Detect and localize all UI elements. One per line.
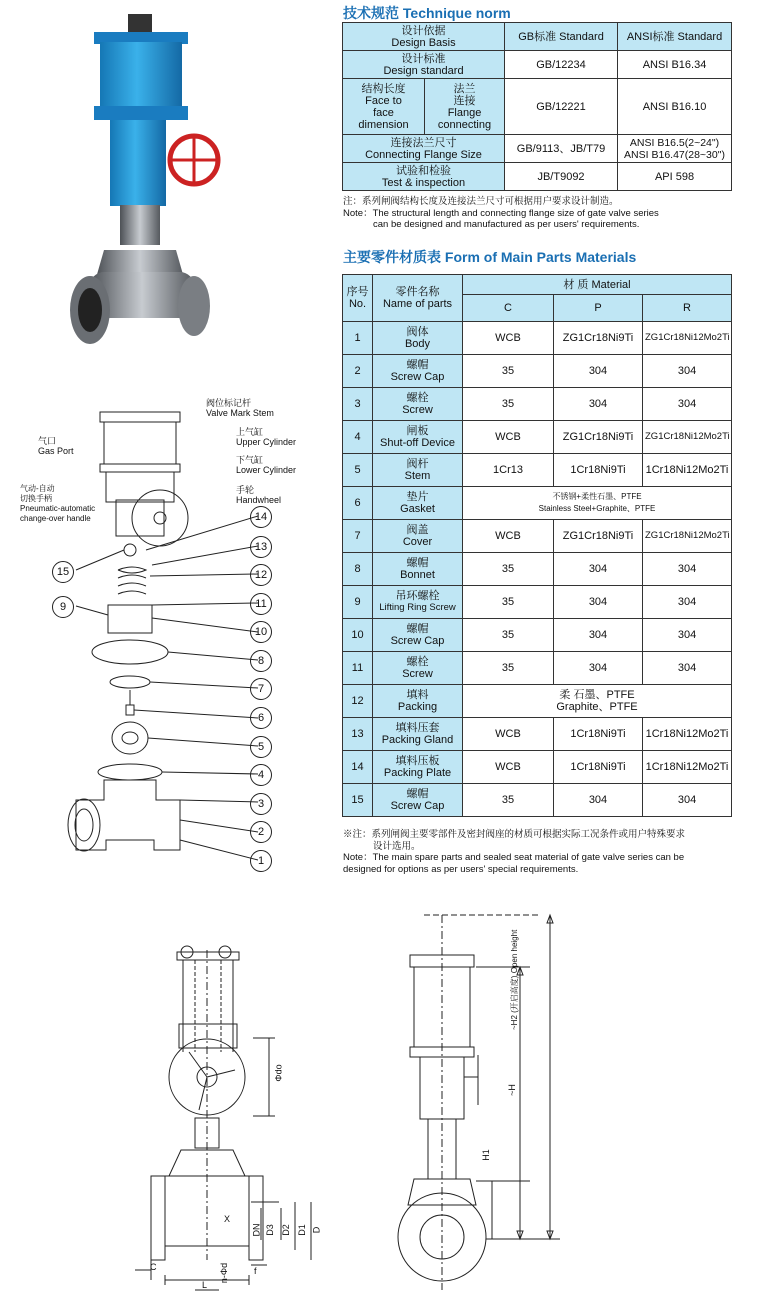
callout-9: 9: [52, 596, 74, 618]
dim-h1: H1: [480, 1149, 491, 1161]
tech-row-face-to-face: 结构长度 Face to face dimension 法兰 连接 Flange connecting GB/12221 ANSI B16.10: [343, 79, 732, 135]
parts-row: 14 填料压板 Packing Plate WCB 1Cr18Ni9Ti 1Cr18Ni12Mo2Ti: [343, 751, 732, 784]
dim-phido: Φdo: [273, 1064, 284, 1082]
dim-d3: D3: [264, 1224, 275, 1236]
parts-row: 15 螺帽 Screw Cap 35 304 304: [343, 784, 732, 817]
label-lower-cylinder: 下气缸 Lower Cylinder: [236, 455, 297, 475]
tech-row-test: 试验和检验 Test & inspection JB/T9092 API 598: [343, 163, 732, 191]
label-upper-cylinder: 上气缸 Upper Cylinder: [236, 427, 297, 447]
parts-row: 8 螺帽 Bonnet 35 304 304: [343, 553, 732, 586]
dim-h2: ~H2 (开启高度) Open height: [510, 929, 519, 1030]
label-valve-mark-stem: 阀位标记杆 Valve Mark Stem: [206, 398, 274, 418]
parts-row: 5 阀杆 Stem 1Cr13 1Cr18Ni9Ti 1Cr18Ni12Mo2Ti: [343, 454, 732, 487]
parts-row: 13 填料压套 Packing Gland WCB 1Cr18Ni9Ti 1Cr18Ni12Mo2Ti: [343, 718, 732, 751]
parts-row: 2 螺帽 Screw Cap 35 304 304: [343, 355, 732, 388]
callout-14: 14: [250, 506, 272, 528]
dim-h: ~H: [506, 1084, 517, 1096]
callout-6: 6: [250, 707, 272, 729]
parts-row: 4 闸板 Shut-off Device WCB ZG1Cr18Ni9Ti ZG1Cr18Ni12Mo2Ti: [343, 421, 732, 454]
callout-7: 7: [250, 678, 272, 700]
parts-row: 9 吊环螺栓 Lifting Ring Screw 35 304 304: [343, 586, 732, 619]
dim-dn: DN: [251, 1223, 262, 1237]
callout-12: 12: [250, 564, 272, 586]
callout-11: 11: [250, 593, 272, 615]
label-gas-port: 气口 Gas Port: [38, 436, 74, 456]
valve-product-photo: [60, 10, 260, 355]
dim-d1: D1: [296, 1224, 307, 1236]
tech-norm-title: 技术规范 Technique norm: [343, 5, 511, 21]
dim-d: D: [311, 1226, 322, 1234]
callout-15: 15: [52, 561, 74, 583]
dim-n-phid: n-Φd: [219, 1262, 230, 1284]
tech-row-basis: 设计依据 Design Basis GB标准 Standard ANSI标准 Standard: [343, 23, 732, 51]
dim-l: L: [202, 1280, 208, 1290]
callout-10: 10: [250, 621, 272, 643]
dimension-drawing-front: [135, 940, 345, 1295]
label-pneumatic-handle: 气动-自动 切换手柄 Pneumatic-automatic change-over handle: [20, 484, 96, 523]
callout-13: 13: [250, 536, 272, 558]
dim-d2: D2: [280, 1224, 291, 1236]
parts-row: 12 填料 Packing 柔 石墨、PTFE Graphite、PTFE: [343, 685, 732, 718]
tech-norm-table: [342, 22, 732, 191]
dim-c: C: [150, 1262, 157, 1272]
tech-row-design-standard: 设计标准 Design standard GB/12234 ANSI B16.34: [343, 51, 732, 79]
parts-header-row: 序号 No. 零件名称 Name of parts 材 质 Material: [343, 275, 732, 295]
callout-5: 5: [250, 736, 272, 758]
dim-f: f: [254, 1266, 257, 1276]
callout-4: 4: [250, 764, 272, 786]
parts-note: ※注：系列闸阀主要零部件及密封阀座的材质可根据实际工况条件或用户特殊要求 设计选用。 Note：The main spare parts and sealed seat material of gate valve series can be designed for options as per users' special requirements.: [343, 829, 686, 875]
dim-x: X: [224, 1214, 231, 1224]
parts-row: 6 垫片 Gasket 不锈钢+柔性石墨、PTFE Stainless Steel+Graphite、PTFE: [343, 487, 732, 520]
parts-row: 3 螺栓 Screw 35 304 304: [343, 388, 732, 421]
callout-2: 2: [250, 821, 272, 843]
dimension-drawing-side: [380, 905, 580, 1295]
parts-title: 主要零件材质表 Form of Main Parts Materials: [343, 249, 637, 265]
parts-header-sub: C P R: [343, 295, 732, 322]
label-handwheel: 手轮 Handwheel: [236, 485, 282, 505]
parts-table: [342, 274, 732, 817]
tech-row-flange-size: 连接法兰尺寸 Connecting Flange Size GB/9113、JB/T79 ANSI B16.5(2~24") ANSI B16.47(28~30"): [343, 135, 732, 163]
parts-row: 7 阀盖 Cover WCB ZG1Cr18Ni9Ti ZG1Cr18Ni12Mo2Ti: [343, 520, 732, 553]
parts-row: 11 螺栓 Screw 35 304 304: [343, 652, 732, 685]
callout-3: 3: [250, 793, 272, 815]
tech-note: 注：系列闸阀结构长度及连接法兰尺寸可根据用户要求设计制造。 Note：The structural length and connecting flange size of gate valve series can be designed and manufactured as per users' requirements.: [343, 196, 659, 230]
parts-row: 10 螺帽 Screw Cap 35 304 304: [343, 619, 732, 652]
callout-8: 8: [250, 650, 272, 672]
parts-row: 1 阀体 Body WCB ZG1Cr18Ni9Ti ZG1Cr18Ni12Mo2Ti: [343, 322, 732, 355]
callout-1: 1: [250, 850, 272, 872]
